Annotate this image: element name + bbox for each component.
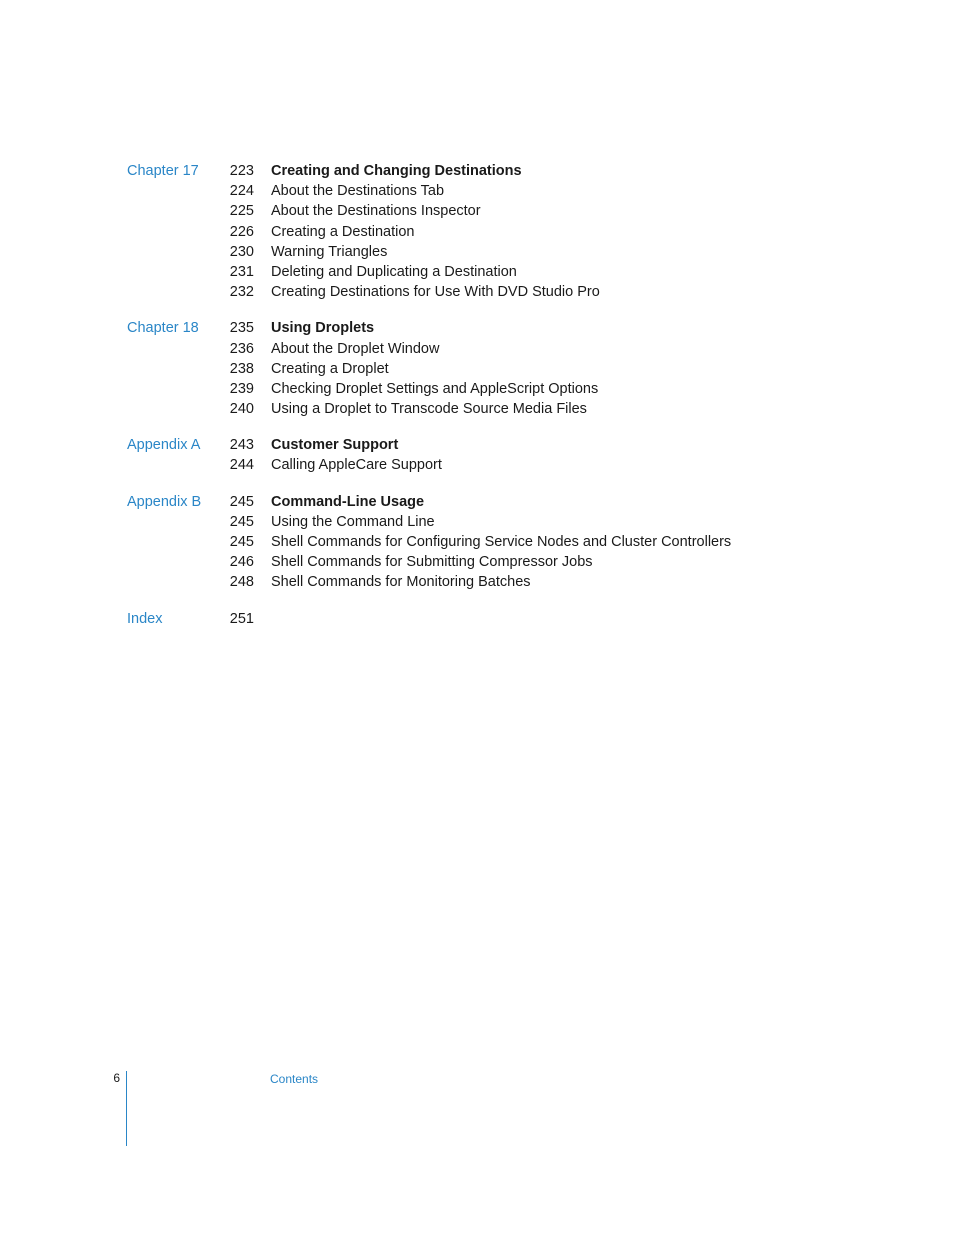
entry-title: Command-Line Usage [271,493,425,510]
entry-page-number: 232 [229,284,254,301]
toc-entry[interactable] [0,318,954,338]
entry-title: Using the Command Line [271,513,435,530]
entry-page-number: 236 [229,340,254,357]
entry-page-number: 239 [229,380,254,397]
toc-entry[interactable] [0,242,954,262]
entry-title: Deleting and Duplicating a Destination [271,263,517,280]
toc-section [0,435,954,475]
entry-title: Creating and Changing Destinations [271,163,522,179]
entry-page-number: 246 [229,554,254,571]
entry-page-number: 244 [229,457,254,474]
toc-entry[interactable] [0,222,954,242]
toc-entry[interactable] [0,455,954,475]
toc-entry[interactable] [0,339,954,359]
entry-title: Shell Commands for Monitoring Batches [271,574,531,591]
toc-entry[interactable] [0,201,954,221]
footer-section-label: Contents [270,1072,319,1086]
entry-title: About the Destinations Tab [271,183,445,200]
toc-entry[interactable] [0,572,954,592]
page-number: 6 [113,1071,120,1085]
toc-entry[interactable] [0,552,954,572]
entry-page-number: 223 [229,163,254,179]
entry-page-number: 243 [229,437,254,454]
entry-page-number: 224 [229,183,254,200]
toc-entry[interactable] [0,262,954,282]
entry-page-number: 225 [229,203,254,220]
entry-page-number: 231 [229,263,254,280]
toc-entry[interactable] [0,435,954,455]
entry-page-number: 235 [229,320,254,337]
toc-entry[interactable] [0,161,954,181]
toc-entry[interactable] [0,532,954,552]
section-label-link[interactable]: Appendix A [127,437,201,454]
entry-title: Calling AppleCare Support [271,457,442,474]
section-label-link[interactable]: Appendix B [127,493,202,510]
section-label-link[interactable]: Chapter 18 [127,320,199,337]
toc-entry[interactable] [0,492,954,512]
table-of-contents [0,161,954,645]
toc-entry[interactable] [0,399,954,419]
toc-section [0,609,954,629]
toc-entry[interactable] [0,359,954,379]
entry-title: Shell Commands for Submitting Compressor Jobs [271,554,593,571]
entry-title: Creating a Droplet [271,360,389,377]
entry-page-number: 238 [229,360,254,377]
entry-title: Using Droplets [271,320,375,337]
entry-page-number: 240 [229,401,254,418]
section-label-link[interactable]: Index [127,610,163,627]
toc-section [0,161,954,302]
entry-page-number: 248 [229,574,254,591]
entry-title: Creating Destinations for Use With DVD Studio Pro [271,284,600,301]
toc-entry[interactable] [0,512,954,532]
entry-title: Using a Droplet to Transcode Source Media Files [271,401,587,418]
entry-page-number: 245 [229,493,254,510]
toc-entry[interactable] [0,609,954,629]
entry-title: Checking Droplet Settings and AppleScript Options [271,380,599,397]
toc-entry[interactable] [0,379,954,399]
entry-title: Creating a Destination [271,223,415,240]
entry-title: About the Destinations Inspector [271,203,481,220]
entry-page-number: 245 [229,513,254,530]
entry-page-number: 245 [229,534,254,550]
footer-divider [126,1071,127,1146]
entry-page-number: 251 [229,610,254,627]
entry-title: Customer Support [271,437,399,454]
toc-entry[interactable] [0,181,954,201]
entry-title: Shell Commands for Configuring Service Nodes and Cluster Controllers [271,534,732,550]
entry-page-number: 230 [229,243,254,260]
entry-page-number: 226 [229,223,254,240]
entry-title: About the Droplet Window [271,340,440,357]
toc-section [0,318,954,419]
toc-section [0,492,954,593]
section-label-link[interactable]: Chapter 17 [127,163,199,179]
entry-title: Warning Triangles [271,243,388,260]
toc-entry[interactable] [0,282,954,302]
